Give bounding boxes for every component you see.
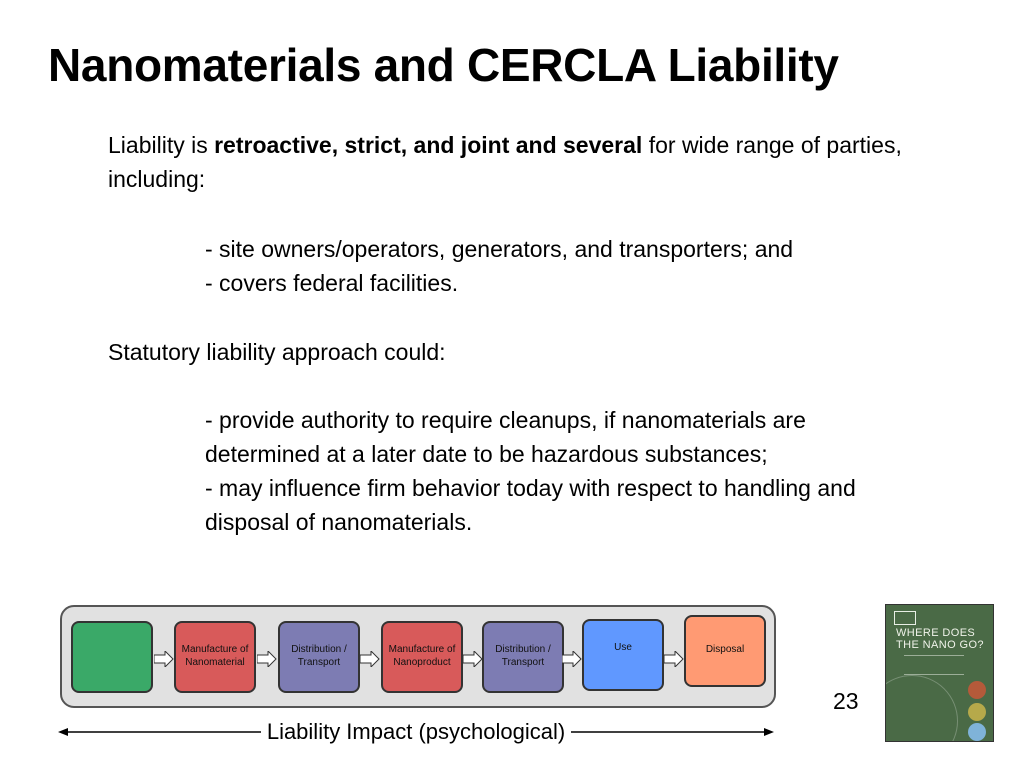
stage-distribution-transport: Distribution / Transport	[482, 621, 564, 693]
dot-icon	[968, 703, 986, 721]
arrow-icon	[154, 651, 174, 667]
stage-manufacture-nanoproduct: Manufacture of Nanoproduct	[381, 621, 463, 693]
approach-item: - provide authority to require cleanups, if nanomaterials are determined at a later date to be hazardous substances;	[205, 407, 806, 467]
book-swirl-graphic	[885, 675, 958, 742]
book-title: WHERE DOES THE NANO GO?	[896, 627, 984, 651]
impact-label: Liability Impact (psychological)	[261, 719, 571, 744]
lifecycle-diagram	[60, 605, 776, 708]
approach-item: - may influence firm behavior today with respect to handling and disposal of nanomaterials.	[205, 475, 856, 535]
book-logo-icon	[894, 611, 916, 625]
liability-suffix: for wide range of parties, including:	[108, 132, 902, 192]
dot-icon	[968, 681, 986, 699]
arrow-icon	[463, 651, 483, 667]
stage-raw-material	[71, 621, 153, 693]
arrow-icon	[257, 651, 277, 667]
book-cover-image	[885, 604, 994, 742]
liability-prefix: Liability is	[108, 132, 215, 158]
liability-impact-axis	[58, 718, 774, 746]
slide-title: Nanomaterials and CERCLA Liability	[48, 39, 839, 91]
statutory-paragraph: Statutory liability approach could:	[108, 339, 446, 365]
stage-distribution-transport: Distribution / Transport	[278, 621, 360, 693]
approach-list	[205, 403, 915, 539]
arrow-icon	[664, 651, 684, 667]
parties-item: - covers federal facilities.	[205, 270, 459, 296]
parties-item: - site owners/operators, generators, and transporters; and	[205, 236, 794, 262]
liability-paragraph	[108, 128, 978, 196]
liability-bold-terms: retroactive, strict, and joint and several	[214, 132, 643, 158]
stage-disposal: Disposal	[684, 615, 766, 687]
parties-list	[205, 232, 985, 300]
stage-use: Use	[582, 619, 664, 691]
dot-icon	[968, 723, 986, 741]
slide-number: 23	[833, 688, 859, 714]
arrow-icon	[360, 651, 380, 667]
arrow-icon	[562, 651, 582, 667]
book-subtitle-lines	[904, 655, 964, 675]
stage-manufacture-nanomaterial: Manufacture of Nanomaterial	[174, 621, 256, 693]
